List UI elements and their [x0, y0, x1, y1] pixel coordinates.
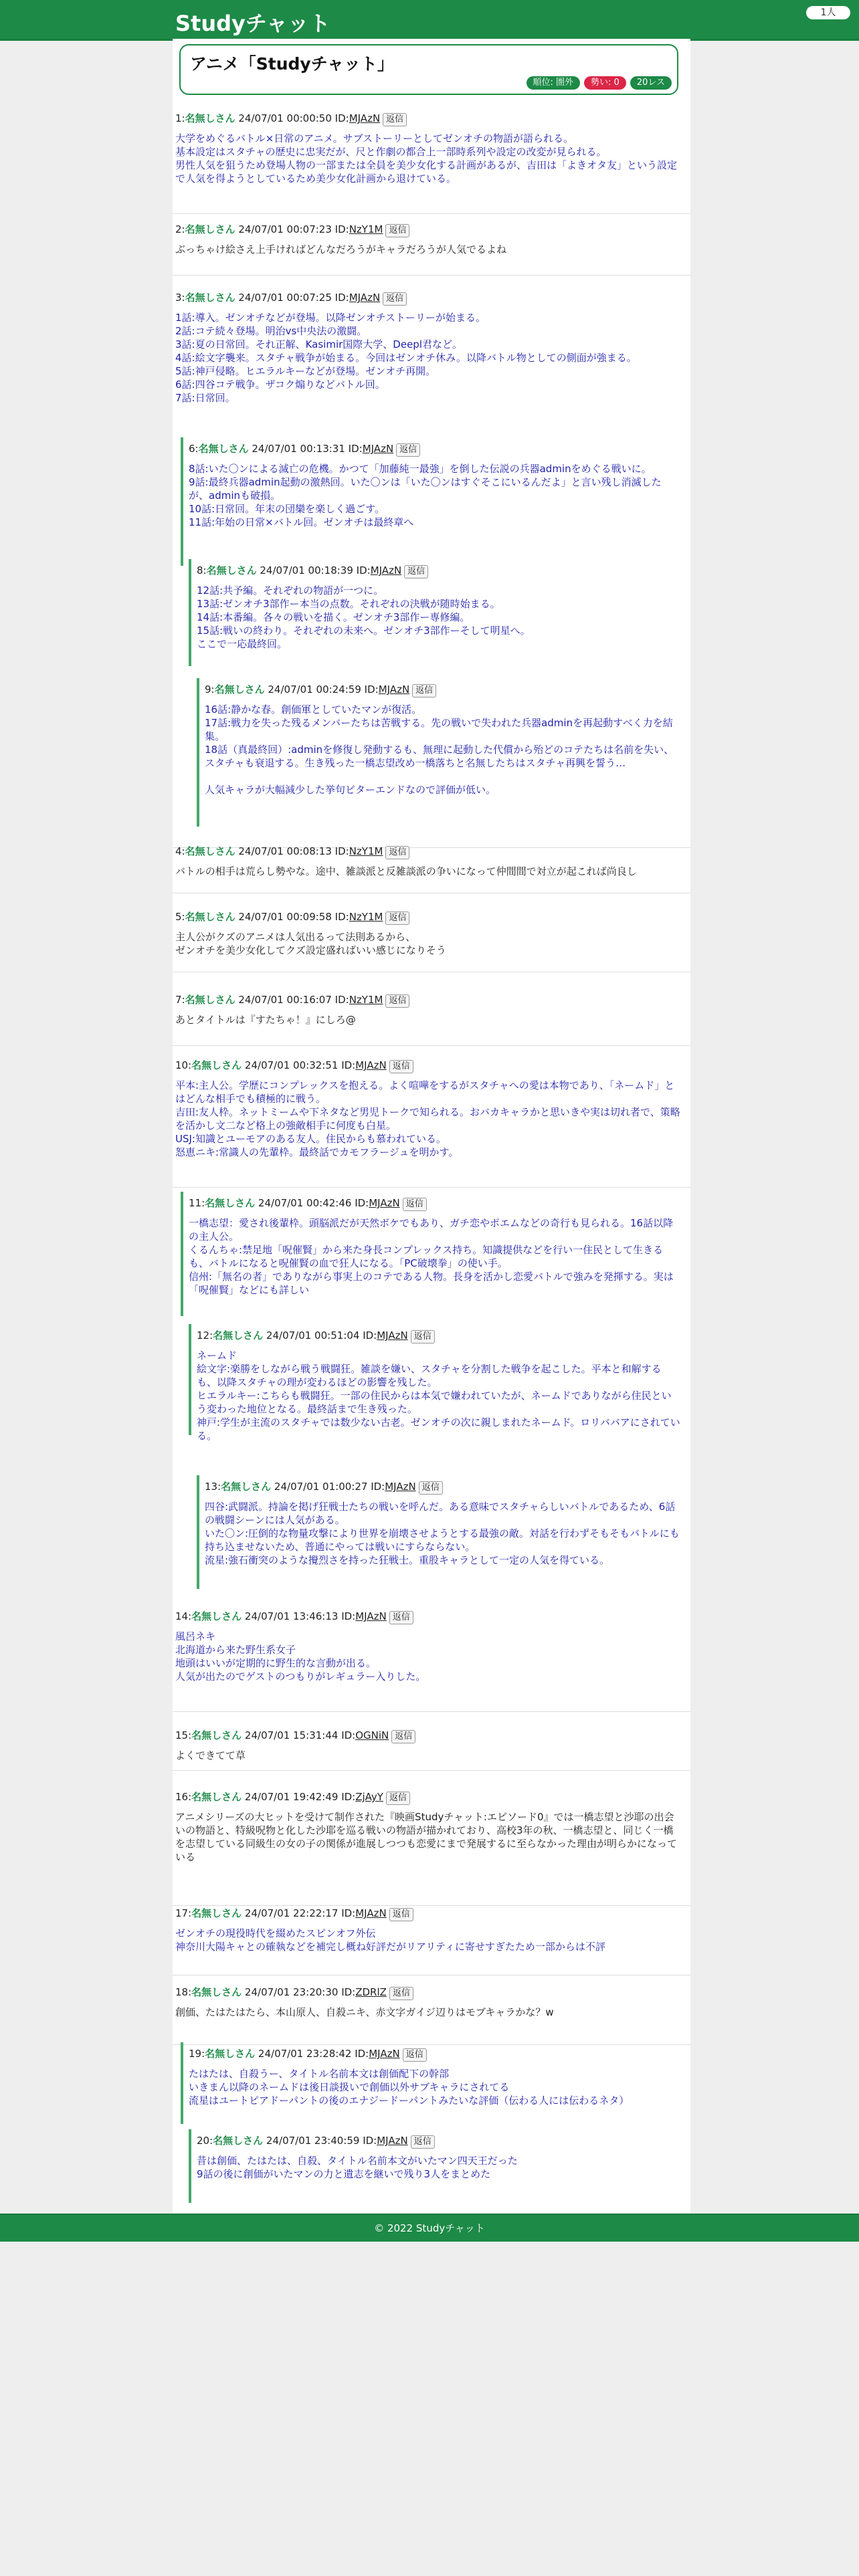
post-id-link[interactable]: MJAzN — [355, 1907, 387, 1919]
post-author-name: 名無しさん — [191, 1059, 242, 1071]
reply-button[interactable]: 返信 — [391, 1730, 415, 1743]
post-header — [175, 290, 681, 306]
post-date: 24/07/01 00:13:31 ID: — [248, 443, 363, 455]
post-header — [175, 1985, 681, 2000]
post-header — [189, 441, 681, 457]
post-date: 24/07/01 00:18:39 ID: — [256, 564, 371, 576]
post-author-name: 名無しさん — [205, 2048, 256, 2060]
post-id-link[interactable]: NzY1M — [349, 223, 383, 235]
post-date: 24/07/01 13:46:13 ID: — [242, 1610, 356, 1622]
post-date: 24/07/01 00:09:58 ID: — [235, 911, 349, 923]
post-id-link[interactable]: MJAzN — [362, 443, 394, 455]
post-author-name: 名無しさん — [185, 911, 235, 923]
reply-button[interactable]: 返信 — [403, 1198, 427, 1211]
post-author-name: 名無しさん — [213, 2135, 264, 2147]
post-date: 24/07/01 00:07:25 ID: — [235, 292, 349, 304]
post-body: 16話:静かな春。創価軍としていたマンが復活。 17話:戦力を失った残るメンバーたちは苦戦する。先の戦いで失われた兵器adminを再起動すべく力を結集。 18話（真最終回）:adminを修復し発動するも、無理に起動した代償から殆どのコテたちは名前を失い、スタチャも衰退する。生き残った一橋志望改め一橋落ちと名無したちはスタチャ再興を誓う… 人気キャラが大幅減少した挙句ビターエンドなので評価が低い。 — [205, 704, 674, 796]
reply-button[interactable]: 返信 — [386, 1792, 410, 1805]
post-number: 17: — [175, 1907, 192, 1919]
post-date: 24/07/01 22:22:17 ID: — [242, 1907, 356, 1919]
post-17 — [173, 1902, 690, 1975]
post-9 — [173, 988, 690, 1046]
post-date: 24/07/01 01:00:27 ID: — [271, 1481, 385, 1493]
post-header — [175, 111, 681, 126]
post-id-link[interactable]: MJAzN — [377, 2135, 408, 2147]
post-2 — [173, 218, 690, 276]
post-id-link[interactable]: NzY1M — [349, 911, 383, 923]
post-date: 24/07/01 00:32:51 ID: — [242, 1059, 356, 1071]
reply-button[interactable]: 返信 — [385, 911, 409, 925]
reply-button[interactable]: 返信 — [385, 994, 409, 1008]
post-11 — [181, 1192, 690, 1316]
post-body: 創価、たはたはたら、本山原人、自殺ニキ、赤文字ガイジ辺りはモブキャラかな？w — [175, 2006, 554, 2018]
post-author-name: 名無しさん — [185, 994, 235, 1006]
post-header — [175, 1609, 681, 1624]
post-body: よくできてて草 — [175, 1749, 246, 1761]
reply-button[interactable]: 返信 — [396, 443, 420, 457]
post-id-link[interactable]: MJAzN — [349, 112, 381, 124]
post-body: ぶっちゃけ絵さえ上手ければどんなだろうがキャラだろうが人気でるよね — [175, 243, 507, 255]
post-10 — [173, 1054, 690, 1188]
post-id-link[interactable]: MJAzN — [377, 1329, 408, 1341]
post-id-link[interactable]: NzY1M — [349, 845, 383, 857]
footer: © 2022 Studyチャット — [0, 2214, 859, 2242]
post-author-name: 名無しさん — [205, 1197, 256, 1209]
post-body: あとタイトルは『すたちゃ！』にしろ@ — [175, 1014, 356, 1026]
post-author-name: 名無しさん — [185, 112, 235, 124]
post-number: 13: — [205, 1481, 221, 1493]
post-date: 24/07/01 19:42:49 ID: — [242, 1791, 356, 1803]
post-author-name: 名無しさん — [185, 845, 235, 857]
post-id-link[interactable]: NzY1M — [349, 994, 383, 1006]
post-header — [175, 844, 681, 859]
post-id-link[interactable]: ZDRlZ — [355, 1986, 387, 1998]
post-author-name: 名無しさん — [214, 683, 265, 695]
post-body: ゼンオチの現役時代を綴めたスピンオフ外伝 神奈川大陽キャとの確執などを補完し概ね好評だがリアリティに寄せすぎたため一部からは不評 — [175, 1927, 605, 1953]
post-5 — [189, 559, 690, 666]
post-12 — [189, 1324, 690, 1442]
post-author-name: 名無しさん — [213, 1329, 264, 1341]
post-body: 1話:導入。ゼンオチなどが登場。以降ゼンオチストーリーが始まる。 2話:コテ続々登場。明治vs中央法の激闘。 3話:夏の日常回。それ正解、Kasimir国際大学、Deepl君など。 4話:絵文字襲来。スタチャ戦争が始まる。今回はゼンオチ休み。以降バトル物としての側面が強まる。 5話:神戸侵略。ヒエラルキーなどが登場。ゼンオチ再開。 6話:四谷コテ戦争。ザコク煽りなどバトル回。 7話:日常回。 — [175, 312, 637, 404]
post-body: 大学をめぐるバトル×日常のアニメ。サブストーリーとしてゼンオチの物語が語られる。 基本設定はスタチャの歴史に忠実だが、尺と作劇の都合上一部時系列や設定の改変が見られる。 男性人気を狙うため登場人物の一部または全員を美少女化する計画があるが、吉田は「よきオタ友」という設定で人気を得ようとしているため美少女化計画から退けている。 — [175, 132, 678, 185]
post-number: 15: — [175, 1729, 192, 1741]
response-count-badge: 20レス — [630, 76, 672, 90]
post-id-link[interactable]: ZjAyY — [355, 1791, 383, 1803]
post-author-name: 名無しさん — [191, 1610, 242, 1622]
post-author-name: 名無しさん — [221, 1481, 272, 1493]
post-18 — [173, 1981, 690, 2045]
post-date: 24/07/01 15:31:44 ID: — [242, 1729, 356, 1741]
post-date: 24/07/01 23:28:42 ID: — [255, 2048, 369, 2060]
post-date: 24/07/01 00:16:07 ID: — [235, 994, 349, 1006]
post-date: 24/07/01 23:40:59 ID: — [263, 2135, 377, 2147]
thread-title: アニメ「Studyチャット」 — [190, 54, 394, 74]
post-number: 16: — [175, 1791, 192, 1803]
reply-button[interactable]: 返信 — [411, 2135, 435, 2149]
reply-button[interactable]: 返信 — [383, 113, 407, 126]
reply-button[interactable]: 返信 — [411, 1330, 435, 1344]
reply-button[interactable]: 返信 — [412, 684, 436, 697]
post-date: 24/07/01 00:42:46 ID: — [255, 1197, 369, 1209]
post-author-name: 名無しさん — [185, 292, 235, 304]
post-number: 19: — [189, 2048, 205, 2060]
post-header — [175, 1058, 681, 1073]
post-number: 14: — [175, 1610, 192, 1622]
reply-button[interactable]: 返信 — [403, 2048, 427, 2062]
post-body: 四谷:武闘派。持論を掲げ狂戦士たちの戦いを呼んだ。ある意味でスタチャらしいバトルであるため、6話の戦闘シーンには人気がある。 いた〇ン:圧倒的な物量攻撃により世界を崩壊させようとする最強の敵。対話を行わずそもそもバトルにも持ち込ませないため、普通にやっては戦いにすらならない。 流星:強石衝突のような攪烈さを持った狂戦士。重股キャラとして一定の人気を得ている。 — [205, 1501, 680, 1566]
post-id-link[interactable]: MJAzN — [378, 683, 410, 695]
post-author-name: 名無しさん — [206, 564, 257, 576]
top-bar — [0, 0, 859, 41]
post-date: 24/07/01 23:20:30 ID: — [242, 1986, 356, 1998]
post-date: 24/07/01 00:00:50 ID: — [235, 112, 349, 124]
reply-button[interactable]: 返信 — [389, 1611, 413, 1624]
post-4 — [181, 437, 690, 566]
post-body: 一橋志望：愛され後輩枠。頭脳派だが天然ボケでもあり、ガチ恋やポエムなどの奇行も見られる。16話以降の主人公。 くるんちゃ:禁足地「呪催賢」から来た身長コンプレックス持ち。知識提供などを行い一住民として生きるも、バトルになると呪催賢の血で狂人になる。「PC破壊拳」の使い手。 信州:「無名の者」でありながら事実上のコテである人物。長身を活かし恋愛バトルで強みを発揮する。実は「呪催賢」などにも詳しい — [189, 1217, 674, 1296]
post-15 — [173, 1724, 690, 1771]
post-body: たはたは、自殺うー、タイトル名前本文は創価配下の幹部 いきまん以降のネームドは後日談扱いで創価以外サブキャラにされてる 流星はユートピアドーパントの後のエナジードーパントみたいな評価（伝わる人には伝わるネタ） — [189, 2068, 630, 2107]
post-number: 2: — [175, 223, 185, 235]
post-number: 8: — [197, 564, 207, 576]
post-id-link[interactable]: MJAzN — [349, 292, 381, 304]
reply-button[interactable]: 返信 — [389, 1987, 413, 2000]
post-16 — [173, 1786, 690, 1906]
post-body: 8話:いた〇ンによる滅亡の危機。かつて「加藤純一最強」を倒した伝説の兵器adminをめぐる戦いに。 9話:最終兵器admin起動の激熱回。いた〇ンは「いた〇ンはすぐそこにいるんだよ」と言い残し消滅したが、adminも破損。 10話:日常回。年末の団欒を楽しく過ごす。 11話:年始の日常×バトル回。ゼンオチは最終章へ — [189, 463, 662, 528]
post-number: 10: — [175, 1059, 192, 1071]
momentum-badge: 勢い: 0 — [584, 76, 626, 90]
post-header — [197, 563, 681, 578]
post-7 — [173, 840, 690, 893]
post-8 — [173, 905, 690, 972]
post-id-link[interactable]: MJAzN — [355, 1610, 387, 1622]
rank-badge: 順位: 圏外 — [527, 76, 581, 90]
post-author-name: 名無しさん — [191, 1791, 242, 1803]
post-id-link[interactable]: MJAzN — [385, 1481, 416, 1493]
post-header — [197, 1328, 681, 1344]
reply-button[interactable]: 返信 — [383, 292, 407, 306]
post-date: 24/07/01 00:08:13 ID: — [235, 845, 349, 857]
thread-badges — [527, 76, 672, 90]
post-number: 11: — [189, 1197, 205, 1209]
post-number: 7: — [175, 994, 185, 1006]
post-header — [175, 1906, 681, 1921]
post-header — [205, 682, 681, 697]
post-header — [175, 909, 681, 925]
post-author-name: 名無しさん — [198, 443, 249, 455]
post-date: 24/07/01 00:51:04 ID: — [263, 1329, 377, 1341]
post-header — [175, 1790, 681, 1805]
post-number: 5: — [175, 911, 185, 923]
post-header — [175, 1728, 681, 1743]
post-number: 12: — [197, 1329, 213, 1341]
post-number: 1: — [175, 112, 185, 124]
post-id-link[interactable]: MJAzN — [369, 2048, 400, 2060]
post-id-link[interactable]: MJAzN — [370, 564, 402, 576]
reply-button[interactable]: 返信 — [385, 846, 409, 859]
post-author-name: 名無しさん — [191, 1729, 242, 1741]
post-body: 平本:主人公。学歴にコンプレックスを抱える。よく喧嘩をするがスタチャへの愛は本物であり、「ネームド」とはどんな相手でも積極的に戦う。 吉田:友人枠。ネットミームや下ネタなど男児トークで知られる。おバカキャラかと思いきや実は切れ者で、策略を活かし文二など格上の強敵相手に何度も白星。 USJ:知識とユーモアのある友人。住民からも慕われている。 怒恵ニキ:常識人の先輩枠。最終話でカモフラージュを明かす。 — [175, 1079, 680, 1158]
post-body: ネームド 絵文字:楽勝をしながら戦う戦闘狂。雑談を嫌い、スタチャを分割した戦争を起こした。平本と和解するも、以降スタチャの理が変わるほどの影響を残した。 ヒエラルキー:こちらも戦闘狂。一部の住民からは本気で嫌われていたが、ネームドでありながら住民という変わった地位となる。最終話まで生き残った。 神戸:学生が主流のスタチャでは数少ない古老。ゼンオチの次に親しまれたネームド。ロリババアにされている。 — [197, 1350, 680, 1442]
post-date: 24/07/01 00:07:23 ID: — [235, 223, 349, 235]
post-body: 12話:共予編。それぞれの物語が一つに。 13話:ゼンオチ3部作ー本当の点数。それぞれの決戦が随時始まる。 14話:本番編。各々の戦いを描く。ゼンオチ3部作ー専修編。 15話:戦いの終わり。それぞれの未来へ。ゼンオチ3部作ーそして明星へ。 ここで一応最終回。 — [197, 584, 531, 650]
post-body: 昔は創価、たはたは、自殺、タイトル名前本文がいたマン四天王だった 9話の後に創価がいたマンの力と遺志を継いで残り3人をまとめた — [197, 2155, 518, 2180]
post-date: 24/07/01 00:24:59 ID: — [264, 683, 379, 695]
post-1 — [173, 107, 690, 214]
post-body: バトルの相手は荒らし勢やな。途中、雑談派と反雑談派の争いになって仲間間で対立が起これば尚良し — [175, 865, 637, 877]
post-number: 18: — [175, 1986, 192, 1998]
post-14 — [173, 1605, 690, 1712]
post-id-link[interactable]: MJAzN — [369, 1197, 400, 1209]
post-body: 風呂ネキ 北海道から来た野生系女子 地頭はいいが定期的に野生的な言動が出る。 人気が出たのでゲストのつもりがレギュラー入りした。 — [175, 1630, 426, 1683]
post-author-name: 名無しさん — [191, 1907, 242, 1919]
post-13 — [197, 1475, 690, 1589]
post-number: 4: — [175, 845, 185, 857]
post-number: 9: — [205, 683, 215, 695]
post-header — [175, 992, 681, 1008]
post-number: 6: — [189, 443, 199, 455]
post-id-link[interactable]: MJAzN — [355, 1059, 387, 1071]
post-header — [189, 1196, 681, 1211]
online-users-badge: 1人 — [806, 6, 850, 19]
site-title[interactable]: Studyチャット — [175, 11, 330, 36]
post-author-name: 名無しさん — [191, 1986, 242, 1998]
post-header — [189, 2046, 681, 2062]
reply-button[interactable]: 返信 — [389, 1908, 413, 1921]
post-6 — [197, 678, 690, 827]
post-number: 20: — [197, 2135, 213, 2147]
reply-button[interactable]: 返信 — [419, 1481, 443, 1495]
post-body: アニメシリーズの大ヒットを受けて制作された『映画Studyチャット:エピソード0』では一橋志望と沙耶の出会いの物語と、特級呪物と化した沙耶を巡る戦いの物語が描かれており、高校3年の秋、一橋志望と、同じく一橋を志望している同級生の女の子の関係が進展しつつも恋愛にまで発展するに至らなかった理由が明らかになっている — [175, 1811, 678, 1863]
reply-button[interactable]: 返信 — [385, 224, 409, 237]
post-author-name: 名無しさん — [185, 223, 235, 235]
reply-button[interactable]: 返信 — [404, 565, 428, 578]
post-number: 3: — [175, 292, 185, 304]
post-body: 主人公がクズのアニメは人気出るって法則あるから、 ゼンオチを美少女化してクズ設定盛ればいい感じになりそう — [175, 931, 446, 956]
post-header — [197, 2133, 681, 2149]
post-header — [175, 222, 681, 237]
post-header — [205, 1479, 681, 1495]
post-19 — [181, 2042, 690, 2124]
post-id-link[interactable]: OGNiN — [355, 1729, 389, 1741]
post-20 — [189, 2129, 690, 2203]
thread-header — [179, 44, 678, 95]
reply-button[interactable]: 返信 — [389, 1060, 413, 1073]
